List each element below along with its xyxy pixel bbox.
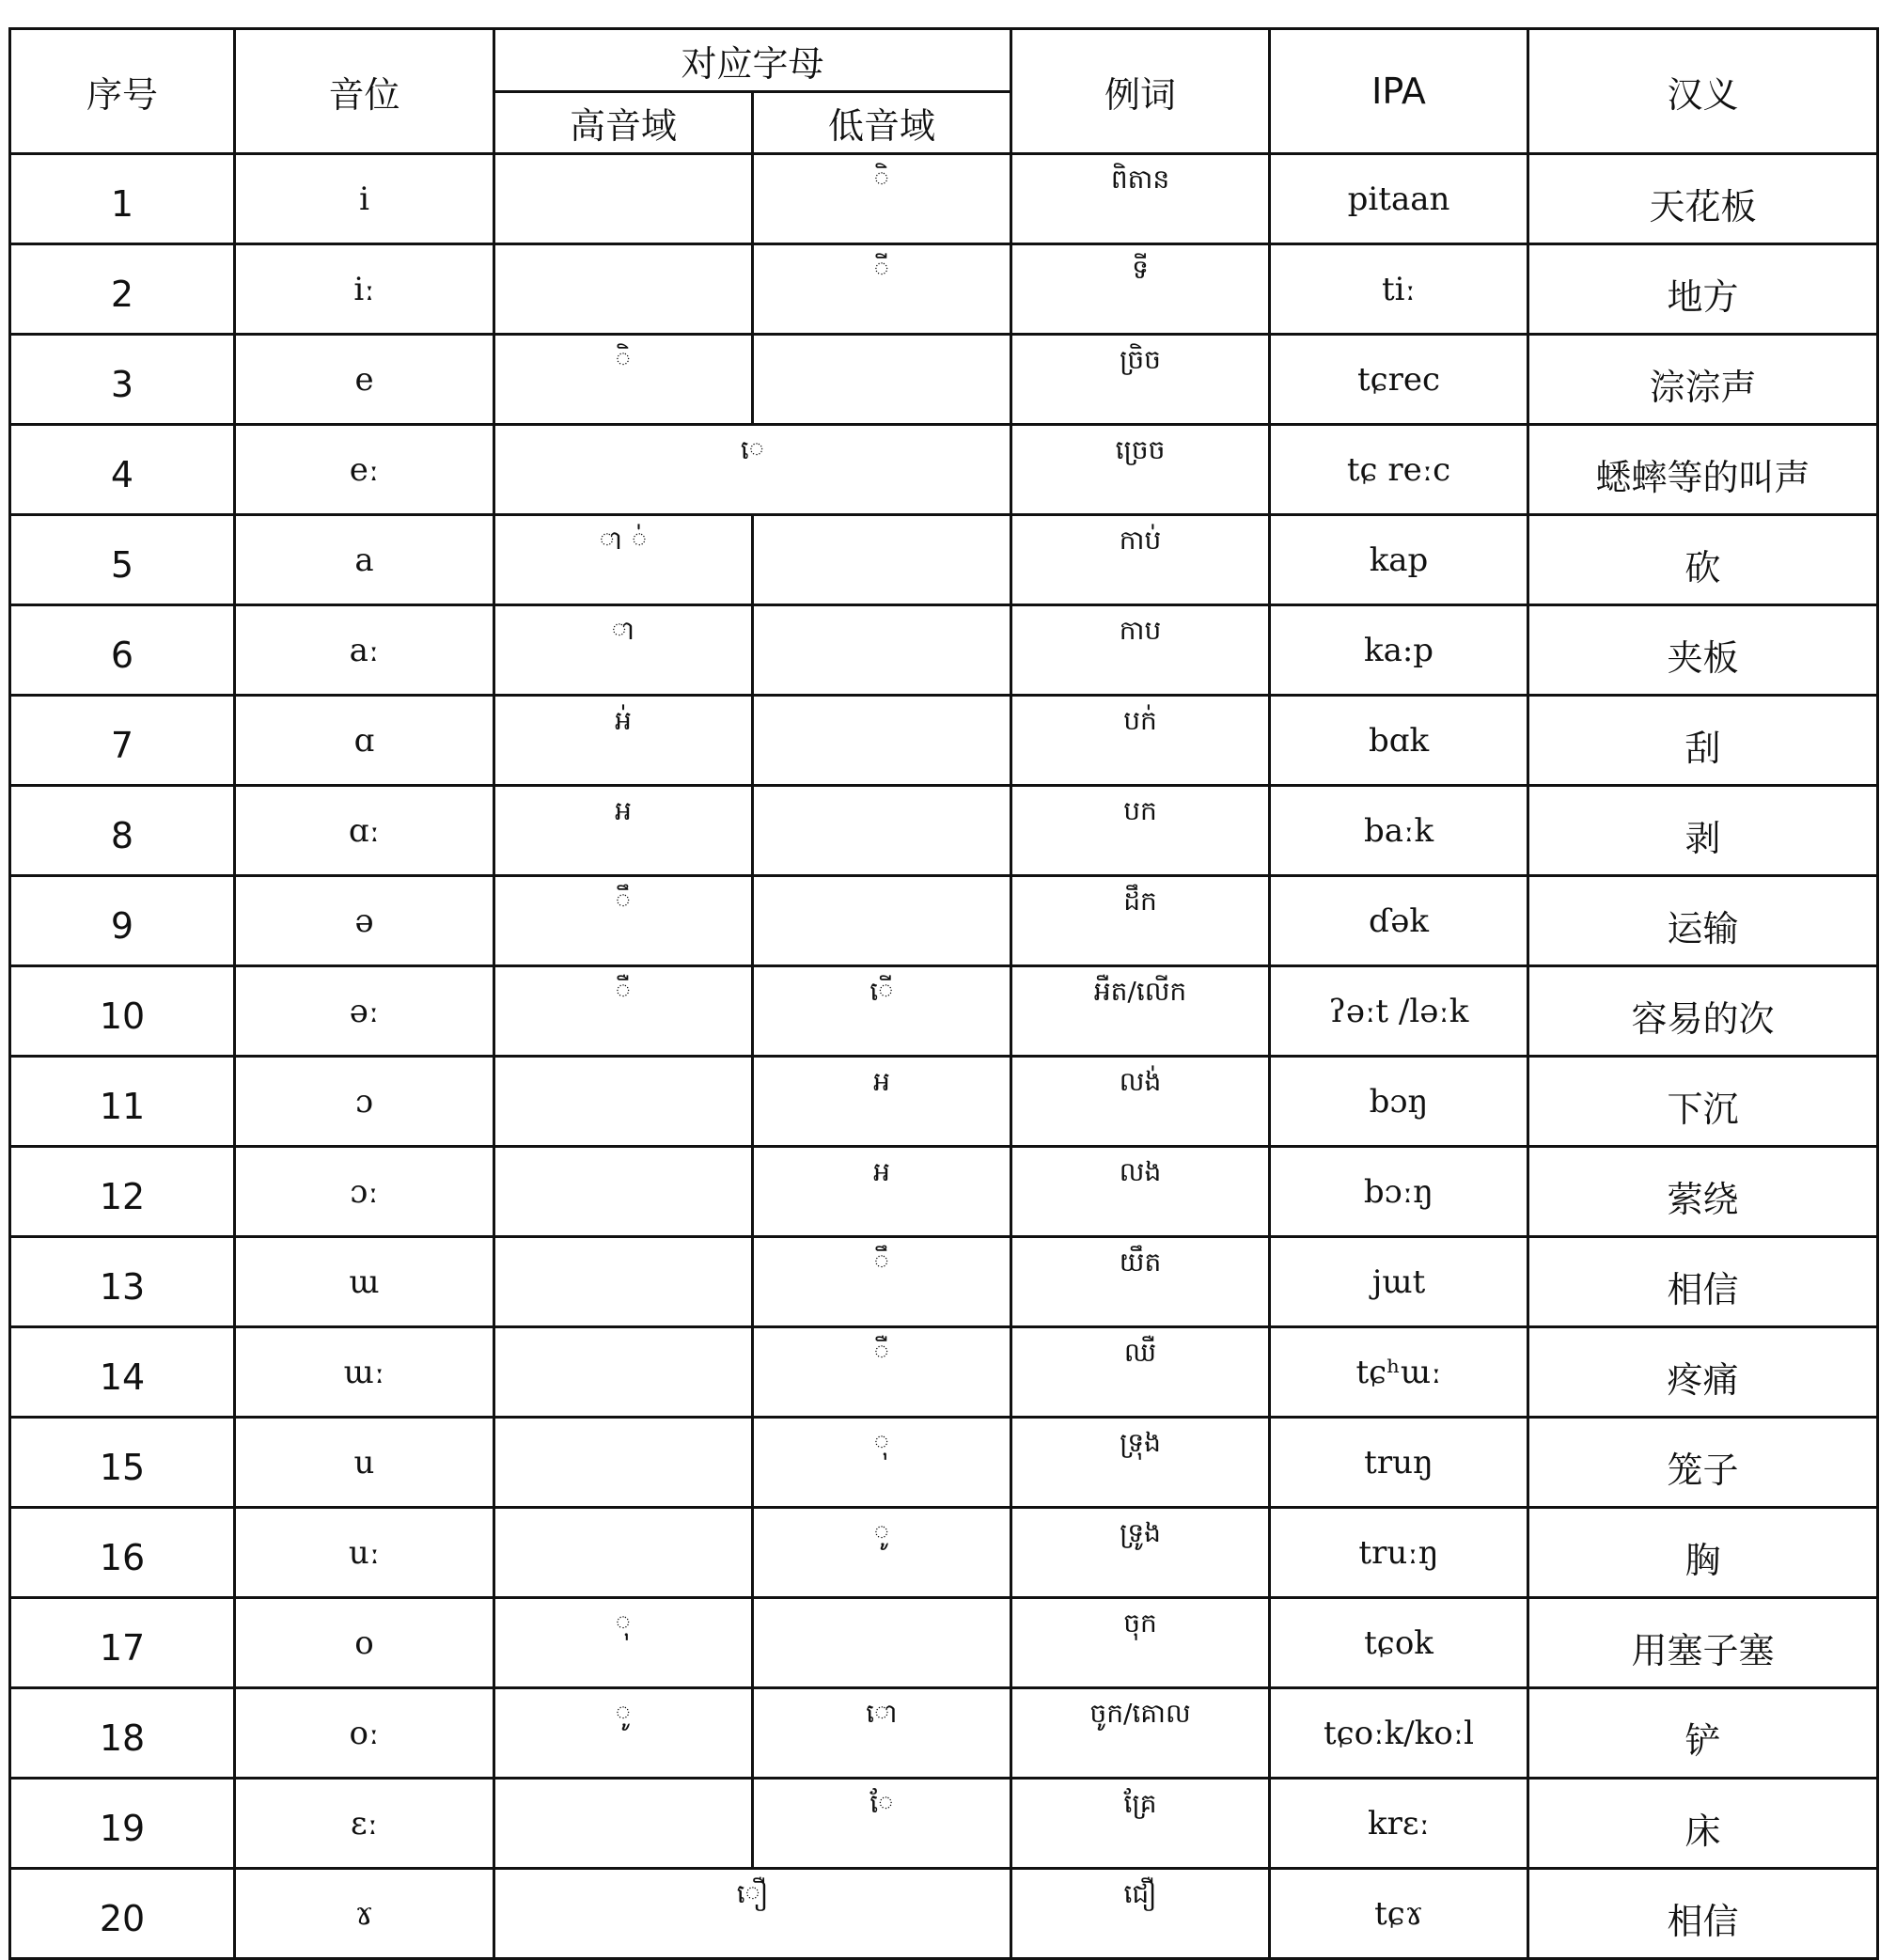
- low-register-cell: [753, 876, 1011, 966]
- example-word-cell: ទ្រូង: [1011, 1508, 1270, 1598]
- table-row: [10, 1057, 1878, 1147]
- high-register-cell: [494, 1779, 753, 1869]
- header-gloss: 汉义: [1528, 29, 1878, 154]
- header-low-register: 低音域: [753, 92, 1011, 154]
- table-row: [10, 876, 1878, 966]
- low-register-cell: ែ: [753, 1779, 1011, 1869]
- gloss-cell: 相信: [1528, 1869, 1878, 1959]
- table-body: [10, 154, 1878, 1959]
- low-register-cell: ោ: [753, 1688, 1011, 1779]
- example-word-cell: លង់: [1011, 1057, 1270, 1147]
- row-number: 2: [10, 244, 235, 335]
- high-register-cell: [494, 1147, 753, 1237]
- phoneme-cell: i: [235, 154, 494, 244]
- high-register-cell: [494, 1057, 753, 1147]
- phoneme-cell: ɑ: [235, 696, 494, 786]
- example-word-cell: ទី: [1011, 244, 1270, 335]
- ipa-cell: tɕoːk/koːl: [1270, 1688, 1528, 1779]
- row-number: 17: [10, 1598, 235, 1688]
- letters-merged-cell: ឿ: [494, 1869, 1011, 1959]
- row-number: 12: [10, 1147, 235, 1237]
- phoneme-cell: oː: [235, 1688, 494, 1779]
- ipa-cell: bɔŋ: [1270, 1057, 1528, 1147]
- row-number: 7: [10, 696, 235, 786]
- row-number: 14: [10, 1327, 235, 1418]
- row-number: 15: [10, 1418, 235, 1508]
- low-register-cell: [753, 335, 1011, 425]
- row-number: 5: [10, 515, 235, 605]
- phoneme-cell: ɑː: [235, 786, 494, 876]
- gloss-cell: 笼子: [1528, 1418, 1878, 1508]
- row-number: 11: [10, 1057, 235, 1147]
- row-number: 16: [10, 1508, 235, 1598]
- low-register-cell: [753, 696, 1011, 786]
- phoneme-cell: e: [235, 335, 494, 425]
- gloss-cell: 地方: [1528, 244, 1878, 335]
- gloss-cell: 夹板: [1528, 605, 1878, 696]
- table-row: [10, 1327, 1878, 1418]
- example-word-cell: បក: [1011, 786, 1270, 876]
- high-register-cell: ុ: [494, 1598, 753, 1688]
- row-number: 9: [10, 876, 235, 966]
- row-number: 8: [10, 786, 235, 876]
- header-phoneme: 音位: [235, 29, 494, 154]
- low-register-cell: អ: [753, 1057, 1011, 1147]
- gloss-cell: 疼痛: [1528, 1327, 1878, 1418]
- gloss-cell: 淙淙声: [1528, 335, 1878, 425]
- table-row: [10, 1418, 1878, 1508]
- ipa-cell: tɕ reːc: [1270, 425, 1528, 515]
- row-number: 3: [10, 335, 235, 425]
- high-register-cell: [494, 154, 753, 244]
- ipa-cell: baːk: [1270, 786, 1528, 876]
- gloss-cell: 床: [1528, 1779, 1878, 1869]
- table-row: [10, 425, 1878, 515]
- phoneme-cell: ɔː: [235, 1147, 494, 1237]
- gloss-cell: 萦绕: [1528, 1147, 1878, 1237]
- high-register-cell: [494, 1237, 753, 1327]
- high-register-cell: [494, 1508, 753, 1598]
- high-register-cell: ឹ: [494, 876, 753, 966]
- table-row: [10, 1779, 1878, 1869]
- table-row: [10, 154, 1878, 244]
- low-register-cell: ើ: [753, 966, 1011, 1057]
- phoneme-cell: iː: [235, 244, 494, 335]
- phoneme-cell: a: [235, 515, 494, 605]
- gloss-cell: 天花板: [1528, 154, 1878, 244]
- phoneme-cell: ɯ: [235, 1237, 494, 1327]
- table-row: [10, 1147, 1878, 1237]
- example-word-cell: ទ្រុង: [1011, 1418, 1270, 1508]
- table-row: [10, 515, 1878, 605]
- gloss-cell: 砍: [1528, 515, 1878, 605]
- gloss-cell: 运输: [1528, 876, 1878, 966]
- header-ipa: IPA: [1270, 29, 1528, 154]
- high-register-cell: ឺ: [494, 966, 753, 1057]
- phoneme-cell: ɛː: [235, 1779, 494, 1869]
- low-register-cell: ុ: [753, 1418, 1011, 1508]
- header-no: 序号: [10, 29, 235, 154]
- ipa-cell: bɑk: [1270, 696, 1528, 786]
- high-register-cell: អ់: [494, 696, 753, 786]
- phoneme-cell: uː: [235, 1508, 494, 1598]
- phoneme-cell: ɤ: [235, 1869, 494, 1959]
- gloss-cell: 胸: [1528, 1508, 1878, 1598]
- example-word-cell: ចុក: [1011, 1598, 1270, 1688]
- table-row: [10, 786, 1878, 876]
- ipa-cell: krɛː: [1270, 1779, 1528, 1869]
- high-register-cell: ិ: [494, 335, 753, 425]
- row-number: 1: [10, 154, 235, 244]
- ipa-cell: ɗək: [1270, 876, 1528, 966]
- table-row: [10, 335, 1878, 425]
- ipa-cell: truŋ: [1270, 1418, 1528, 1508]
- ipa-cell: ʔəːt /ləːk: [1270, 966, 1528, 1057]
- high-register-cell: [494, 1418, 753, 1508]
- vowel-table: [8, 27, 1879, 1960]
- phoneme-cell: eː: [235, 425, 494, 515]
- example-word-cell: ច្រិច: [1011, 335, 1270, 425]
- table-container: [8, 27, 1879, 1960]
- phoneme-cell: ɔ: [235, 1057, 494, 1147]
- table-row: [10, 1598, 1878, 1688]
- gloss-cell: 蟋蟀等的叫声: [1528, 425, 1878, 515]
- high-register-cell: [494, 1327, 753, 1418]
- low-register-cell: ឺ: [753, 1327, 1011, 1418]
- phoneme-cell: o: [235, 1598, 494, 1688]
- low-register-cell: ិ: [753, 154, 1011, 244]
- table-row: [10, 696, 1878, 786]
- row-number: 10: [10, 966, 235, 1057]
- ipa-cell: truːŋ: [1270, 1508, 1528, 1598]
- example-word-cell: យឹត: [1011, 1237, 1270, 1327]
- low-register-cell: [753, 1598, 1011, 1688]
- example-word-cell: ដឹក: [1011, 876, 1270, 966]
- gloss-cell: 用塞子塞: [1528, 1598, 1878, 1688]
- phoneme-cell: ɯː: [235, 1327, 494, 1418]
- example-word-cell: ពិតាន: [1011, 154, 1270, 244]
- table-row: [10, 966, 1878, 1057]
- gloss-cell: 容易的次: [1528, 966, 1878, 1057]
- ipa-cell: bɔːŋ: [1270, 1147, 1528, 1237]
- ipa-cell: tɕʰɯː: [1270, 1327, 1528, 1418]
- header-example: 例词: [1011, 29, 1270, 154]
- row-number: 4: [10, 425, 235, 515]
- low-register-cell: [753, 515, 1011, 605]
- row-number: 6: [10, 605, 235, 696]
- example-word-cell: កាប់: [1011, 515, 1270, 605]
- low-register-cell: [753, 605, 1011, 696]
- row-number: 19: [10, 1779, 235, 1869]
- table-row: [10, 605, 1878, 696]
- ipa-cell: pitaan: [1270, 154, 1528, 244]
- low-register-cell: ី: [753, 244, 1011, 335]
- low-register-cell: ឹ: [753, 1237, 1011, 1327]
- example-word-cell: កាប: [1011, 605, 1270, 696]
- example-word-cell: អឺត/លើក: [1011, 966, 1270, 1057]
- gloss-cell: 剥: [1528, 786, 1878, 876]
- table-row: [10, 244, 1878, 335]
- example-word-cell: គ្រែ: [1011, 1779, 1270, 1869]
- letters-merged-cell: េ: [494, 425, 1011, 515]
- gloss-cell: 下沉: [1528, 1057, 1878, 1147]
- phoneme-cell: əː: [235, 966, 494, 1057]
- example-word-cell: ច្រេច: [1011, 425, 1270, 515]
- ipa-cell: tɕrec: [1270, 335, 1528, 425]
- ipa-cell: tiː: [1270, 244, 1528, 335]
- ipa-cell: tɕɤ: [1270, 1869, 1528, 1959]
- example-word-cell: ជឿ: [1011, 1869, 1270, 1959]
- row-number: 13: [10, 1237, 235, 1327]
- high-register-cell: ូ: [494, 1688, 753, 1779]
- phoneme-cell: u: [235, 1418, 494, 1508]
- low-register-cell: [753, 786, 1011, 876]
- table-row: [10, 1237, 1878, 1327]
- high-register-cell: អ: [494, 786, 753, 876]
- high-register-cell: ា: [494, 605, 753, 696]
- example-word-cell: បក់: [1011, 696, 1270, 786]
- ipa-cell: kap: [1270, 515, 1528, 605]
- gloss-cell: 相信: [1528, 1237, 1878, 1327]
- low-register-cell: ូ: [753, 1508, 1011, 1598]
- header-row-top: [10, 29, 1878, 92]
- example-word-cell: ចូក/គោល: [1011, 1688, 1270, 1779]
- row-number: 18: [10, 1688, 235, 1779]
- example-word-cell: លង: [1011, 1147, 1270, 1237]
- table-row: [10, 1508, 1878, 1598]
- example-word-cell: ឈឺ: [1011, 1327, 1270, 1418]
- ipa-cell: ka:p: [1270, 605, 1528, 696]
- phoneme-cell: aː: [235, 605, 494, 696]
- table-row: [10, 1688, 1878, 1779]
- header-high-register: 高音域: [494, 92, 753, 154]
- ipa-cell: jɯt: [1270, 1237, 1528, 1327]
- low-register-cell: អ: [753, 1147, 1011, 1237]
- row-number: 20: [10, 1869, 235, 1959]
- gloss-cell: 铲: [1528, 1688, 1878, 1779]
- gloss-cell: 刮: [1528, 696, 1878, 786]
- phoneme-cell: ə: [235, 876, 494, 966]
- high-register-cell: ា ់: [494, 515, 753, 605]
- high-register-cell: [494, 244, 753, 335]
- ipa-cell: tɕok: [1270, 1598, 1528, 1688]
- header-letters: 对应字母: [494, 29, 1011, 92]
- table-row: [10, 1869, 1878, 1959]
